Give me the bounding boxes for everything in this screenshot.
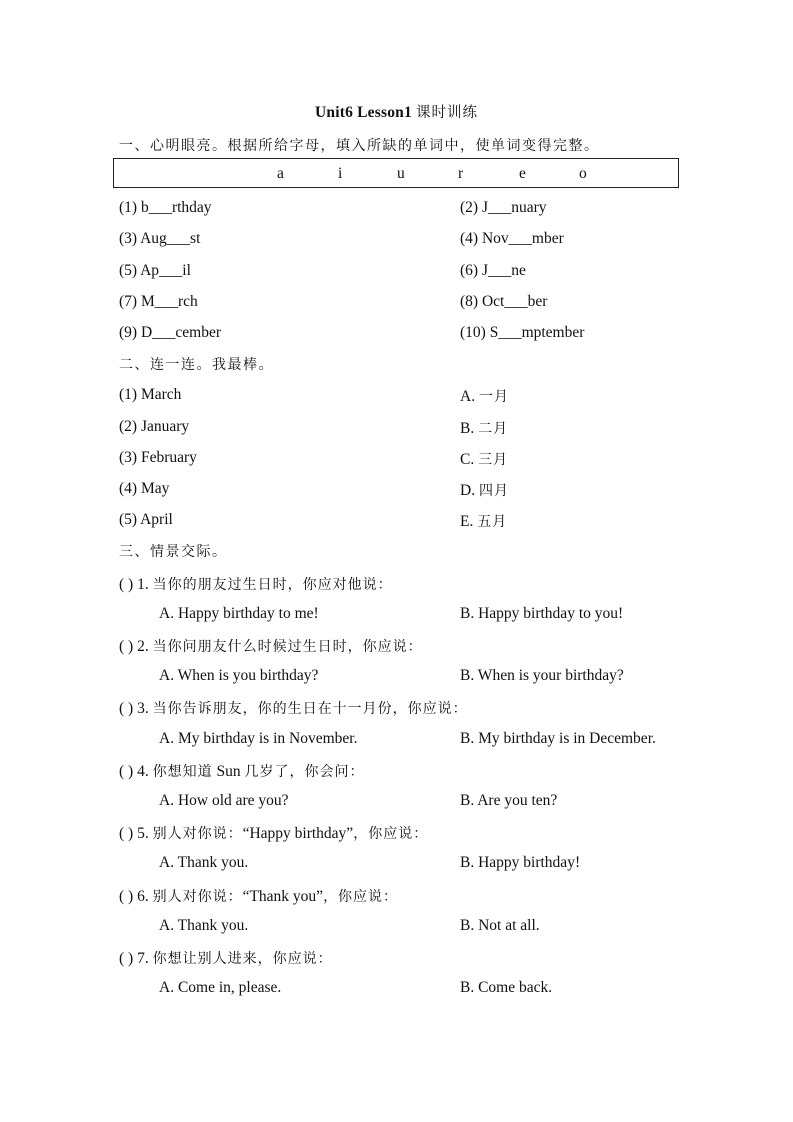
- question-line: [119, 948, 333, 968]
- question-number: ( ) 7.: [119, 950, 149, 967]
- option-b: B. When is your birthday?: [460, 667, 624, 684]
- fill-item: (8) Oct___ber: [460, 293, 548, 310]
- match-letter: C.: [460, 451, 475, 468]
- question-tail: ，你应说：: [323, 889, 399, 905]
- match-letter: A.: [460, 388, 476, 405]
- letter-box: [113, 158, 679, 188]
- question-number: ( ) 6.: [119, 888, 149, 905]
- match-right-item: [460, 418, 508, 438]
- question-number: ( ) 2.: [119, 638, 149, 655]
- question-line: [119, 636, 423, 656]
- section2-heading: 二、连一连。我最棒。: [119, 357, 274, 373]
- question-text: 别人对你说：: [152, 889, 243, 905]
- match-right-item: [460, 480, 509, 500]
- question-text: 你想让别人进来，你应说：: [152, 951, 333, 967]
- question-line: [119, 886, 398, 906]
- match-cn: 三月: [478, 452, 509, 468]
- fill-item: (1) b___rthday: [119, 199, 212, 216]
- option-b: B. Come back.: [460, 979, 553, 996]
- title-cn: 课时训练: [416, 105, 478, 121]
- question-text: 当你问朋友什么时候过生日时，你应说：: [152, 639, 423, 655]
- match-letter: B.: [460, 420, 475, 437]
- fill-item: (10) S___mptember: [460, 324, 585, 341]
- question-text: 你想知道: [152, 764, 213, 780]
- option-a: A. Happy birthday to me!: [159, 605, 319, 622]
- match-right-item: [460, 511, 507, 531]
- match-cn: 一月: [478, 389, 509, 405]
- question-number: ( ) 4.: [119, 763, 149, 780]
- fill-item: (6) J___ne: [460, 262, 526, 279]
- option-a: A. How old are you?: [159, 792, 289, 809]
- letter-option: i: [338, 165, 343, 182]
- question-english: Sun: [212, 763, 245, 780]
- option-a: A. Thank you.: [159, 854, 249, 871]
- question-tail: ，你应说：: [353, 826, 429, 842]
- option-b: B. Happy birthday to you!: [460, 605, 624, 622]
- question-english: “Thank you”: [242, 888, 324, 905]
- fill-item: (4) Nov___mber: [460, 230, 564, 247]
- option-b: B. Happy birthday!: [460, 854, 581, 871]
- question-line: [119, 698, 468, 718]
- match-cn: 二月: [478, 421, 509, 437]
- fill-item: (9) D___cember: [119, 324, 221, 341]
- option-b: B. My birthday is in December.: [460, 730, 656, 747]
- letter-option: r: [458, 165, 464, 182]
- fill-item: (3) Aug___st: [119, 230, 201, 247]
- question-tail: 几岁了，你会问：: [244, 764, 365, 780]
- letter-option: a: [277, 165, 284, 182]
- question-text: 当你的朋友过生日时，你应对他说：: [152, 577, 393, 593]
- question-text: 当你告诉朋友，你的生日在十一月份，你应说：: [152, 701, 468, 717]
- question-number: ( ) 1.: [119, 576, 149, 593]
- match-left-item: (1) March: [119, 386, 182, 403]
- match-cn: 五月: [477, 514, 508, 530]
- match-left-item: (2) January: [119, 418, 190, 435]
- match-letter: D.: [460, 482, 476, 499]
- section1-heading: 一、心明眼亮。根据所给字母，填入所缺的单词中，使单词变得完整。: [119, 138, 600, 154]
- fill-item: (2) J___nuary: [460, 199, 547, 216]
- option-b: B. Not at all.: [460, 917, 540, 934]
- match-right-item: [460, 386, 509, 406]
- option-b: B. Are you ten?: [460, 792, 558, 809]
- option-a: A. My birthday is in November.: [159, 730, 358, 747]
- fill-item: (5) Ap___il: [119, 262, 191, 279]
- section3-heading: 三、情景交际。: [119, 544, 228, 560]
- option-a: A. When is you birthday?: [159, 667, 319, 684]
- option-a: A. Come in, please.: [159, 979, 282, 996]
- question-text: 别人对你说：: [152, 826, 243, 842]
- question-number: ( ) 5.: [119, 825, 149, 842]
- question-number: ( ) 3.: [119, 700, 149, 717]
- question-english: “Happy birthday”: [242, 825, 354, 842]
- match-left-item: (3) February: [119, 449, 197, 466]
- letter-option: u: [397, 165, 405, 182]
- option-a: A. Thank you.: [159, 917, 249, 934]
- question-line: [119, 823, 428, 843]
- letter-option: e: [519, 165, 526, 182]
- match-cn: 四月: [478, 483, 509, 499]
- title-en: Unit6 Lesson1: [315, 104, 412, 121]
- question-line: [119, 761, 364, 781]
- match-letter: E.: [460, 513, 474, 530]
- fill-item: (7) M___rch: [119, 293, 198, 310]
- match-left-item: (5) April: [119, 511, 173, 528]
- match-right-item: [460, 449, 508, 469]
- letter-option: o: [579, 165, 587, 182]
- page-title: [0, 101, 793, 122]
- question-line: [119, 574, 393, 594]
- match-left-item: (4) May: [119, 480, 170, 497]
